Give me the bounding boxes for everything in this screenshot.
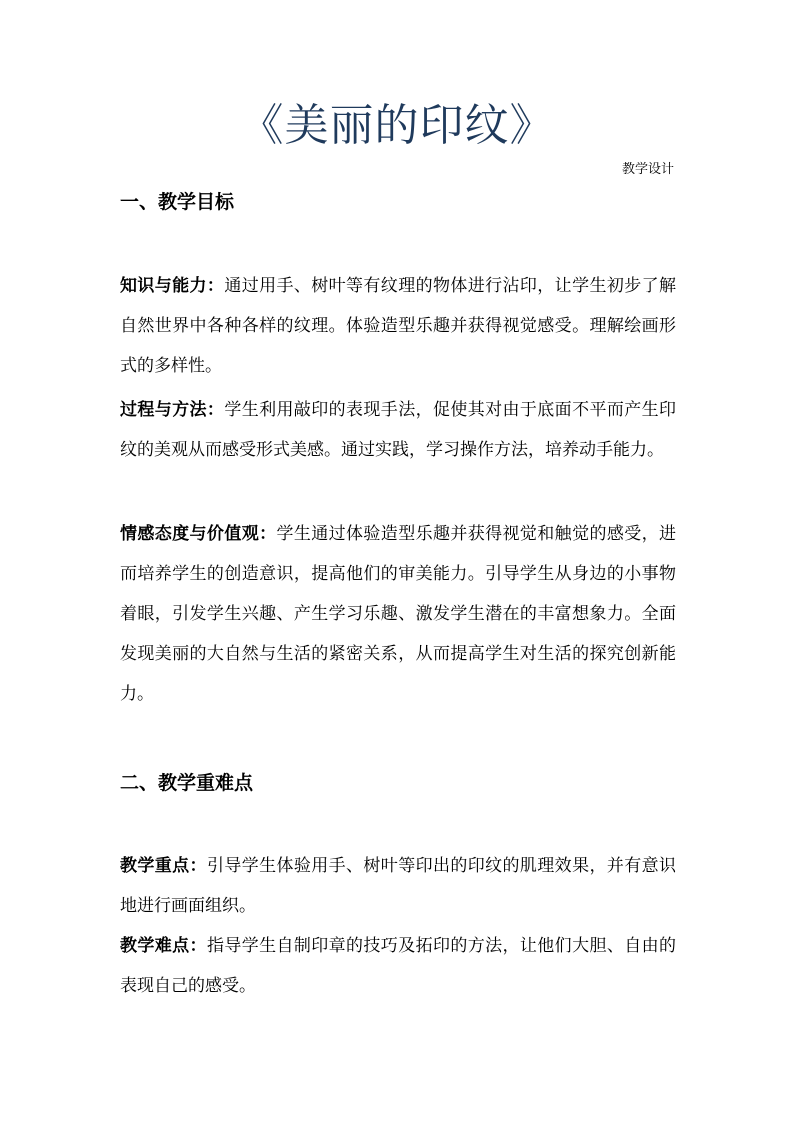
paragraph-knowledge-ability (120, 266, 676, 386)
paragraph-text: 引导学生体验用手、树叶等印出的印纹的肌理效果，并有意识地进行画面组织。 (120, 856, 677, 916)
paragraph-text: 指导学生自制印章的技巧及拓印的方法，让他们大胆、自由的表现自己的感受。 (120, 936, 677, 996)
paragraph-label: 情感态度与价值观： (120, 524, 277, 544)
paragraph-label: 知识与能力： (120, 276, 225, 296)
paragraph-label: 教学重点： (120, 856, 207, 876)
paragraph-teaching-difficult-point (120, 926, 676, 1006)
section-heading-teaching-goals: 一、教学目标 (120, 191, 235, 213)
document-title: 《美丽的印纹》 (239, 100, 555, 151)
paragraph-text: 学生利用敲印的表现手法，促使其对由于底面不平而产生印纹的美观从而感受形式美感。通过实践，学习操作方法，培养动手能力。 (120, 400, 677, 460)
paragraph-teaching-key-point (120, 846, 676, 926)
document-subtitle: 教学设计 (621, 162, 674, 177)
section-heading-key-difficult-points: 二、教学重难点 (120, 772, 254, 794)
paragraph-label: 教学难点： (120, 936, 207, 956)
paragraph-text: 学生通过体验造型乐趣并获得视觉和触觉的感受，进而培养学生的创造意识，提高他们的审美能力。引导学生从身边的小事物着眼，引发学生兴趣、产生学习乐趣、激发学生潜在的丰富想象力。全面发现美丽的大自然与生活的紧密关系，从而提高学生对生活的探究创新能力。 (120, 524, 676, 704)
paragraph-label: 过程与方法： (120, 400, 225, 420)
paragraph-text: 通过用手、树叶等有纹理的物体进行沾印，让学生初步了解自然世界中各种各样的纹理。体验造型乐趣并获得视觉感受。理解绘画形式的多样性。 (120, 276, 677, 376)
paragraph-process-method (120, 390, 676, 470)
paragraph-emotion-values (120, 514, 676, 714)
